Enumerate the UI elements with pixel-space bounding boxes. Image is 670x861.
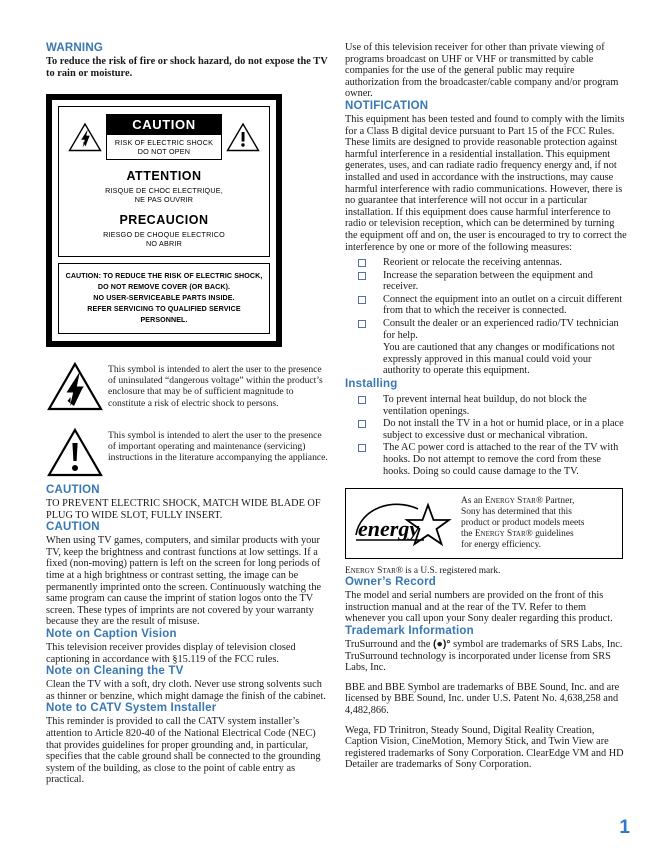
symbol-servicing-text: This symbol is intended to alert the user to the presence of important operating and maintenance (servicing) instructions in the literature accompanying the appliance. [108, 430, 328, 464]
measure-text: Reorient or relocate the receiving antennas. [383, 257, 562, 269]
owners-record-text: The model and serial numbers are provided on the front of this instruction manual and at the rear of the TV. Refer to them whenever you call upon your Sony dealer regarding this product. [345, 590, 613, 625]
energy-star-line5: for energy efficiency. [461, 540, 541, 551]
caution-bottom-line3: NO USER-SERVICEABLE PARTS INSIDE. [93, 294, 235, 302]
caution-2-text: When using TV games, computers, and similar products with your TV, keep the brightness and contrast functions at low settings. If a fixed (non-moving) pattern is left on the screen for long periods of time at a high brightness or contrast setting, the image can be permanently imprinted onto the screen. Continuously watching the same program can cause the imprint of station logos onto the TV screen. These types of imprints are not covered by your warranty because they are the result of misuse. [46, 535, 322, 628]
attention-line2: NE PAS OUVRIR [134, 195, 194, 204]
energy-star-box [345, 488, 623, 559]
list-item [345, 394, 627, 417]
warning-text: To reduce the risk of fire or shock hazard, do not expose the TV to rain or moisture. [46, 56, 328, 79]
caption-vision-text: This television receiver provides display of television closed captioning in accordance with §15.119 of the FCC rules. [46, 641, 296, 665]
es-note-sc: Energy Star [345, 566, 396, 577]
list-item [345, 318, 627, 341]
attention-lines [64, 186, 264, 204]
list-item [345, 418, 627, 441]
precaucion-heading: PRECAUCION [119, 213, 209, 227]
symbol-explanation-voltage [46, 361, 328, 418]
list-item [345, 442, 627, 477]
trademark-para-3: Wega, FD Trinitron, Steady Sound, Digital Reality Creation, Caption Vision, CineMotion, Memory Stick, and Twin View are registered trademarks of Sony Corporation. ClearEdge VM and HD Detailer are trademarks of Sony Corporation. [345, 724, 624, 771]
exclamation-triangle-icon [46, 427, 108, 484]
precaucion-line2: NO ABRIR [146, 239, 182, 248]
es-l1-post: ® Partner, [535, 496, 575, 507]
energy-star-line2: Sony has determined that this [461, 507, 572, 518]
notification-heading: NOTIFICATION [345, 99, 429, 112]
caution-bar-label: CAUTION [107, 115, 221, 135]
checkbox-bullet-icon [358, 396, 366, 404]
trademark-heading: Trademark Information [345, 624, 474, 637]
checkbox-bullet-icon [358, 259, 366, 267]
checkbox-bullet-icon [358, 296, 366, 304]
tm-p1-pre: TruSurround and the [345, 638, 434, 650]
caution-1-text: TO PREVENT ELECTRIC SHOCK, MATCH WIDE BLADE OF PLUG TO WIDE SLOT, FULLY INSERT. [46, 498, 321, 521]
checkbox-bullet-icon [358, 272, 366, 280]
notification-measures-list [345, 257, 627, 377]
catv-installer-text: This reminder is provided to call the CATV system installer’s attention to Article 820-40 of the National Electrical Code (NEC) that provides guidelines for proper grounding and, in particular, specifies that the cable ground shall be connected to the grounding system of the building, as close to the point of cable entry as practical. [46, 716, 321, 786]
caution-bottom-line2: DO NOT REMOVE COVER (OR BACK). [97, 283, 231, 291]
trademark-para-2: BBE and BBE Symbol are trademarks of BBE Sound, Inc. and are licensed by BBE Sound, Inc. under U.S. Patent No. 4,638,258 and 4,482,866. [345, 681, 620, 716]
attention-line1: RISQUE DE CHOC ELECTRIQUE, [105, 186, 223, 195]
list-item [345, 257, 627, 269]
energy-star-line1 [461, 496, 614, 507]
es-l1-sc: Energy Star [484, 496, 536, 507]
es-l1-pre: As an [461, 496, 485, 507]
energy-star-line4 [461, 529, 614, 540]
intro-text: Use of this television receiver for other than private viewing of programs broadcast on UHF or VHF or transmitted by cable companies for the use of the general public may require authorization from the broadcaster/cable company and/or program owner. [345, 42, 619, 100]
svg-text:energy: energy [358, 516, 420, 542]
list-item [345, 294, 627, 317]
checkbox-bullet-icon [358, 420, 366, 428]
catv-installer-heading: Note to CATV System Installer [46, 702, 217, 715]
symbol-voltage-text: This symbol is intended to alert the user to the presence of uninsulated “dangerous voltage” within the product’s enclosure that may be of sufficient magnitude to constitute a risk of electric shock to persons. [108, 364, 323, 409]
caution-risk-line2: DO NOT OPEN [137, 147, 191, 156]
checkbox-bullet-icon [358, 444, 366, 452]
lightning-bolt-triangle-icon [68, 122, 102, 152]
page-number: 1 [619, 817, 630, 838]
caution-center-block [106, 114, 222, 160]
energy-star-note [345, 566, 627, 576]
energy-star-logo [352, 495, 457, 552]
trademark-para-1 [345, 639, 627, 674]
exclamation-triangle-icon [226, 122, 260, 152]
caution-label-box [46, 94, 282, 347]
caution-risk-line1: RISK OF ELECTRIC SHOCK [114, 138, 214, 147]
symbol-explanation-servicing [46, 427, 328, 484]
notification-caution-note: You are cautioned that any changes or modifications not expressly approved in this manual could void your authority to operate this equipment. [383, 342, 615, 377]
es-l4-pre: the [461, 529, 475, 540]
owners-record-heading: Owner’s Record [345, 576, 436, 589]
lightning-bolt-triangle-icon [46, 361, 108, 418]
caution-bottom-line4: REFER SERVICING TO QUALIFIED SERVICE PERSONNEL. [87, 305, 241, 324]
installing-list [345, 394, 627, 477]
measure-text: Connect the equipment into an outlet on a circuit different from that to which the receiver is connected. [383, 293, 623, 317]
tm-p1-post: symbol are trademarks of SRS Labs, Inc. TruSurround technology is incorporated under license from SRS Labs, Inc. [345, 638, 623, 674]
caution-label-top-row [64, 114, 264, 160]
measure-text: Consult the dealer or an experienced radio/TV technician for help. [383, 318, 619, 341]
energy-star-line3: product or product models meets [461, 518, 585, 529]
warning-heading: WARNING [46, 42, 103, 54]
energy-star-text [457, 496, 614, 551]
left-column [46, 42, 328, 786]
list-item-continuation [345, 342, 627, 377]
cleaning-tv-heading: Note on Cleaning the TV [46, 665, 184, 678]
caution-2-heading: CAUTION [46, 521, 100, 534]
caution-1-heading: CAUTION [46, 484, 100, 496]
es-note-post: ® is a U.S. registered mark. [395, 566, 501, 577]
right-column [345, 42, 627, 771]
es-l4-post: ® guidelines [525, 529, 574, 540]
installing-item-text: The AC power cord is attached to the rear of the TV with hooks. Do not attempt to remove the cord from these hooks. Doing so could cause damage to the TV. [383, 442, 619, 477]
notification-text: This equipment has been tested and found to comply with the limits for a Class B digital device pursuant to Part 15 of the FCC Rules. These limits are designed to provide reasonable protection against harmful interference in a residential installation. This equipment generates, uses, and can radiate radio frequency energy and, if not installed and used in accordance with the instructions, may cause harmful interference with radio communications. However, there is no guarantee that interference will not occur in a particular installation. If this equipment does cause harmful interference to radio or television reception, which can be determined by turning the equipment off and on, the user is encouraged to try to correct the interference by one or more of the following measures: [345, 113, 627, 253]
cleaning-tv-text: Clean the TV with a soft, dry cloth. Never use strong solvents such as thinner or benzine, which might damage the finish of the cabinet. [46, 679, 326, 702]
precaucion-line1: RIESGO DE CHOQUE ELECTRICO [103, 230, 225, 239]
list-item [345, 270, 627, 293]
caution-risk-lines [107, 135, 221, 159]
installing-item-text: Do not install the TV in a hot or humid place, or in a place subject to excessive dust or mechanical vibration. [383, 418, 624, 441]
measure-text: Increase the separation between the equipment and receiver. [383, 269, 593, 293]
precaucion-lines [64, 230, 264, 248]
installing-heading: Installing [345, 378, 398, 391]
caution-label-inner [58, 106, 270, 257]
es-l4-sc: Energy Star [474, 529, 526, 540]
attention-heading: ATTENTION [126, 169, 202, 183]
srs-circle-symbol-icon: (●)° [433, 637, 451, 650]
installing-item-text: To prevent internal heat buildup, do not block the ventilation openings. [383, 394, 587, 417]
caution-bottom-line1: CAUTION: TO REDUCE THE RISK OF ELECTRIC SHOCK, [65, 272, 263, 280]
caption-vision-heading: Note on Caption Vision [46, 627, 177, 640]
caution-bottom-block [58, 263, 270, 334]
checkbox-bullet-icon [358, 320, 366, 328]
